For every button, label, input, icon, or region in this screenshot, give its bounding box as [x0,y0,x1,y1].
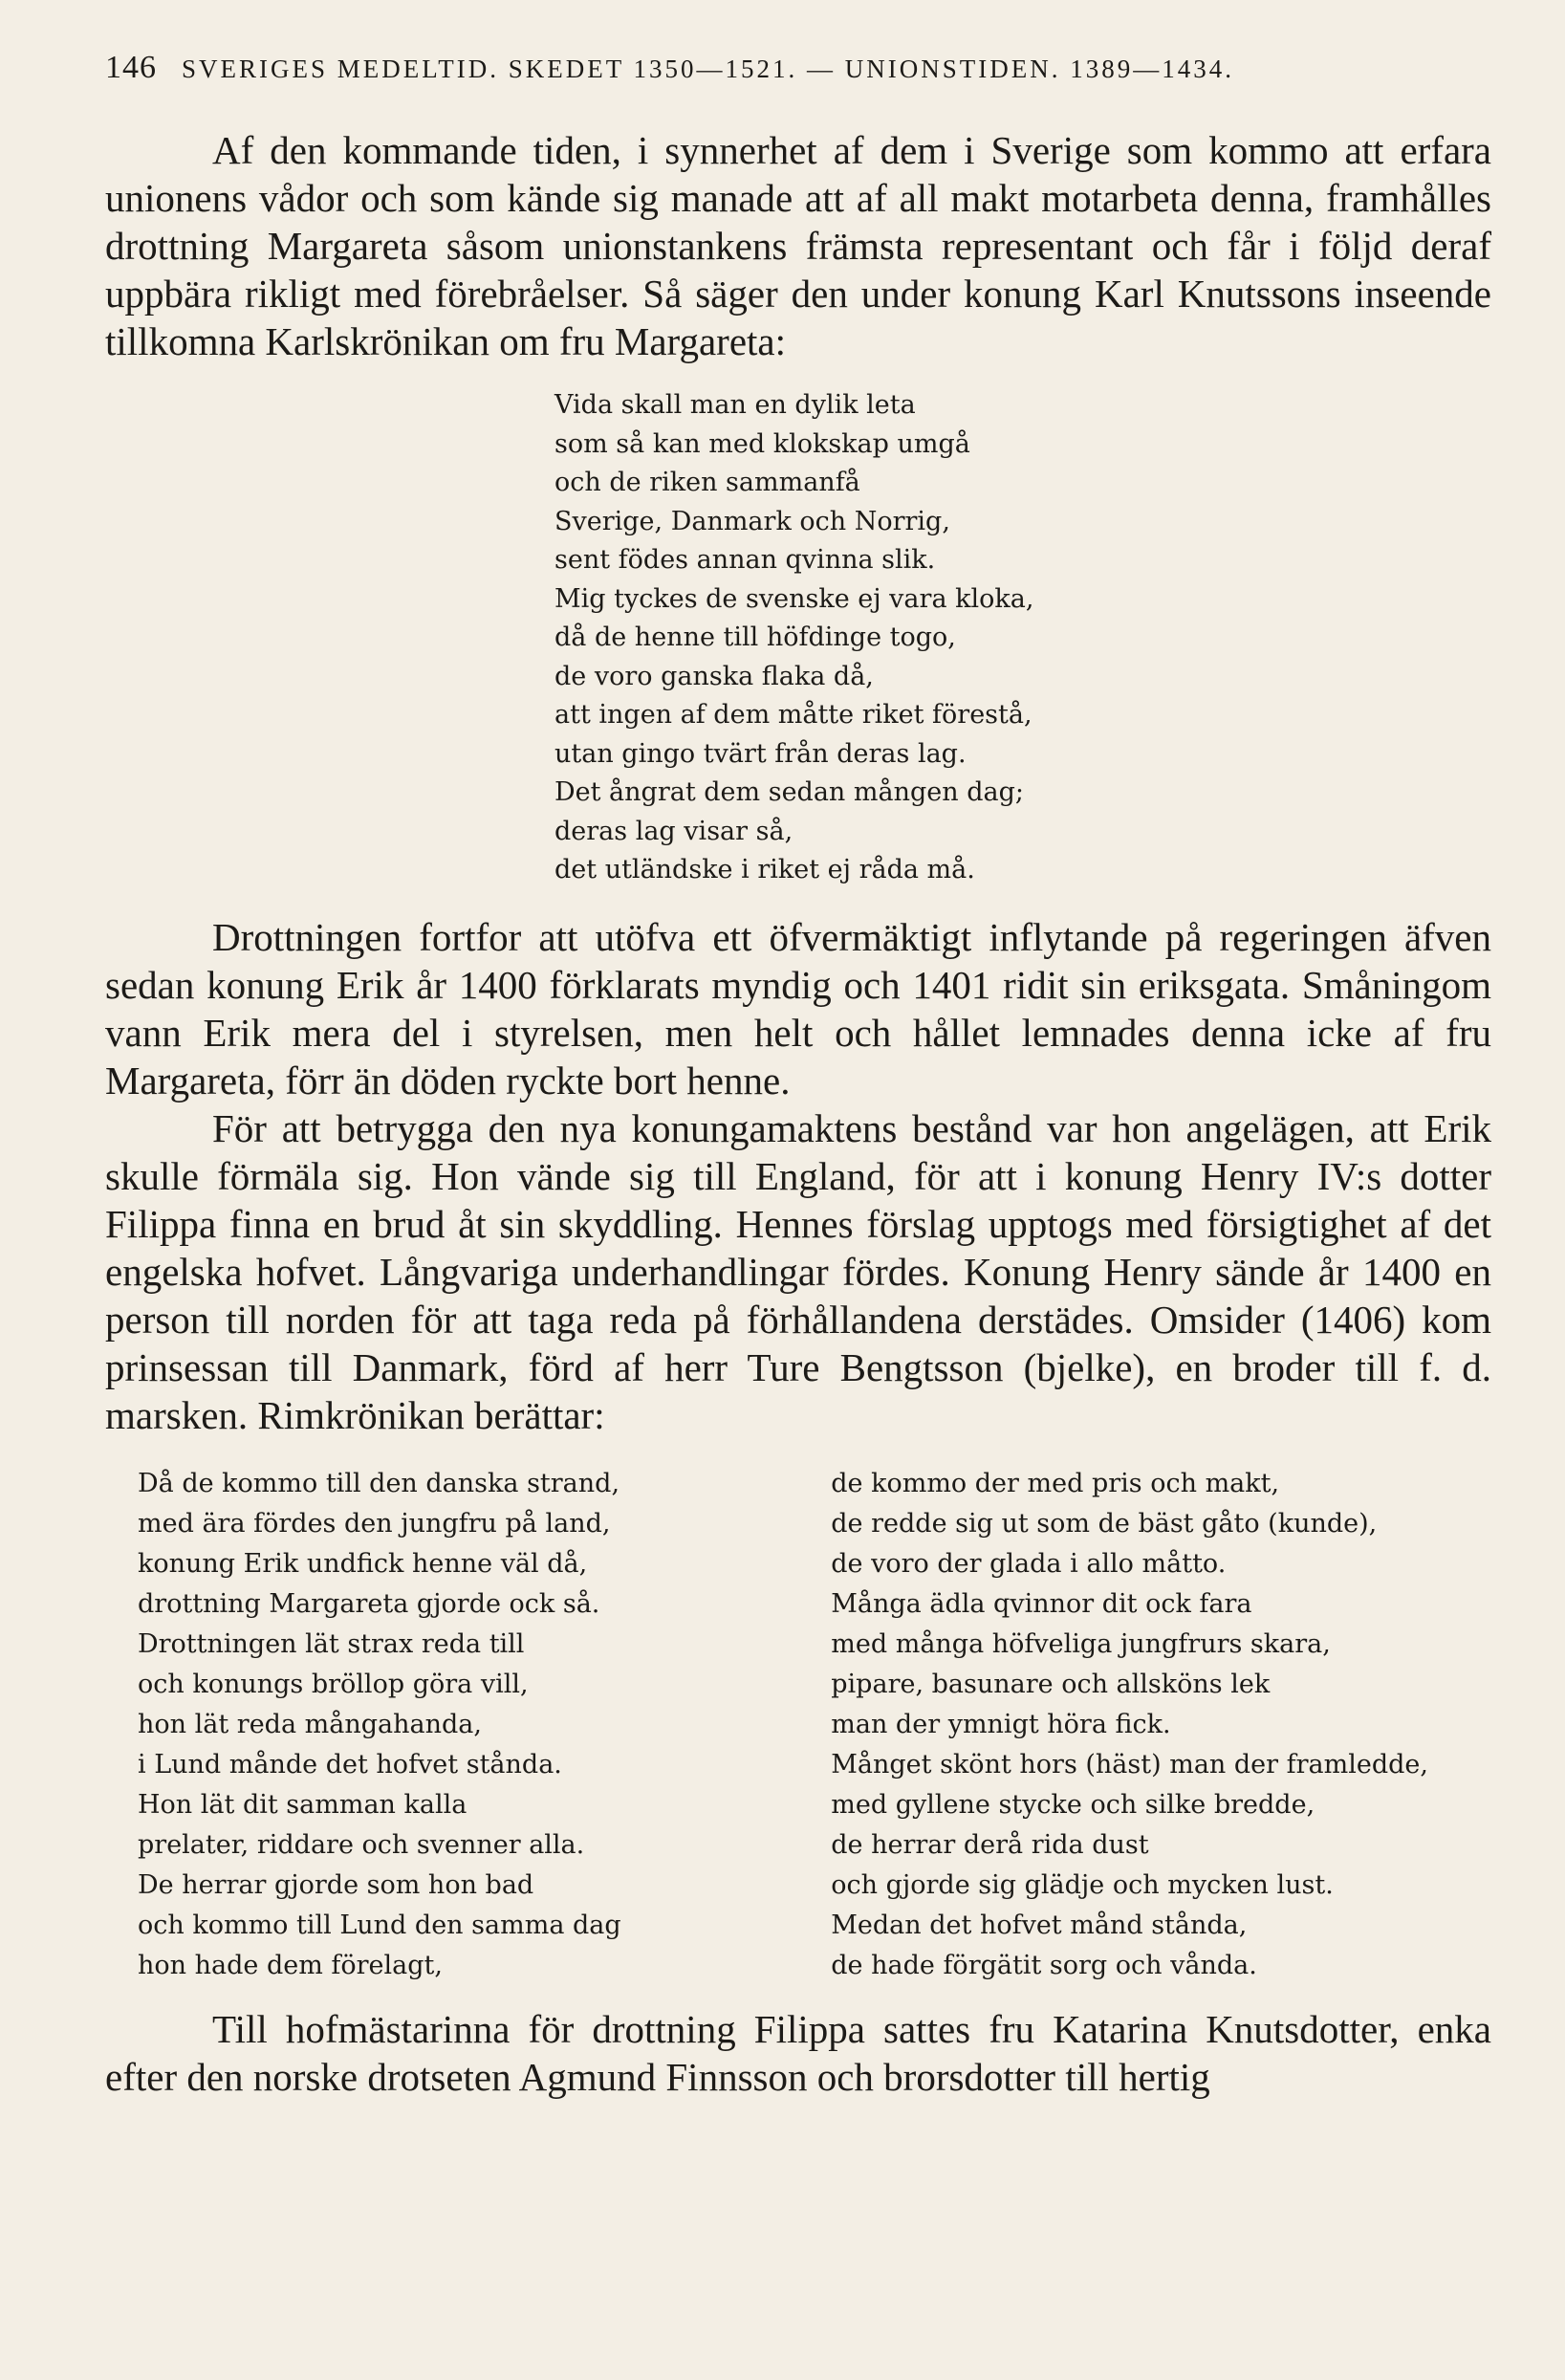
poem-line: hon lät reda mångahanda, [138,1709,482,1739]
poem-line: Drottningen lät strax reda till [138,1628,525,1659]
poem-line: med många höfveliga jungfrurs skara, [831,1628,1331,1659]
poem-line: hon hade dem förelagt, [138,1950,443,1980]
poem-line: prelater, riddare och svenner alla. [138,1829,585,1860]
poem-line: i Lund månde det hofvet stånda. [138,1749,562,1780]
poem-line: som så kan med klokskap umgå [554,428,970,459]
poem-line: och gjorde sig glädje och mycken lust. [831,1869,1334,1900]
poem-line: De herrar gjorde som hon bad [138,1869,534,1900]
poem-line: utan gingo tvärt från deras lag. [554,738,967,769]
poem-line: och konungs bröllop göra vill, [138,1669,529,1699]
poem-column-right [831,1464,1491,1986]
poem-line: deras lag visar så, [554,816,793,846]
poem-line: de redde sig ut som de bäst gåto (kunde), [831,1508,1378,1539]
poem-line: Hon lät dit samman kalla [138,1789,467,1820]
poem-line: sent födes annan qvinna slik. [554,545,936,575]
poem-line: med gyllene stycke och silke bredde, [831,1789,1315,1820]
page-number: 146 [105,50,157,85]
poem-line: med ära fördes den jungfru på land, [138,1508,611,1539]
poem-line: då de henne till höfdinge togo, [554,622,956,652]
poem-line: drottning Margareta gjorde ock så. [138,1588,600,1619]
poem-line: de herrar derå rida dust [831,1829,1149,1860]
rimkronikan-quote [138,1464,1491,1986]
poem-line: Då de kommo till den danska strand, [138,1468,620,1498]
book-page [105,50,1491,2101]
poem-line: de voro der glada i allo måtto. [831,1548,1227,1579]
poem-line: Vida skall man en dylik leta [554,390,916,420]
running-header [105,50,1491,86]
poem-line: de kommo der med pris och makt, [831,1468,1280,1498]
poem-line: Månget skönt hors (häst) man der framledde, [831,1749,1428,1780]
poem-line: Mig tyckes de svenske ej vara kloka, [554,583,1034,614]
poem-line: de voro ganska flaka då, [554,661,874,691]
karlskronikan-quote [554,386,1491,890]
poem-line: Det ångrat dem sedan mången dag; [554,777,1024,807]
paragraph-karlskronikan-intro: Af den kommande tiden, i synnerhet af dem i Sverige som kommo att erfara unionens vådor och som kände sig manade att af all makt motarbeta denna, framhålles drottning Margareta såsom unionstankens främsta representant och får i följd deraf uppbära rikligt med förebråelser. Så säger den under konung Karl Knutssons inseende tillkomna Karlskrönikan om fru Margareta: [105,128,1491,363]
poem-line: det utländske i riket ej råda må. [554,855,975,884]
poem-line: konung Erik undfick henne väl då, [138,1548,588,1579]
running-title: SVERIGES MEDELTID. SKEDET 1350—1521. — UNIONSTIDEN. 1389—1434. [182,55,1234,83]
poem-line: Många ädla qvinnor dit ock fara [831,1588,1252,1619]
paragraph-marriage: För att betrygga den nya konungamaktens bestånd var hon angelägen, att Erik skulle förmäla sig. Hon vände sig till England, för att i konung Henry IV:s dotter Filippa finna en brud åt sin skyddling. Hennes förslag upptogs med försigtighet af det engelska hofvet. Långvariga underhandlingar fördes. Konung Henry sände år 1400 en person till norden för att taga reda på förhållandena derstädes. Omsider (1406) kom prinsessan till Danmark, förd af herr Ture Bengtsson (bjelke), en broder till f. d. marsken. Rimkrönikan berättar: [105,1105,1491,1437]
poem-line: man der ymnigt höra fick. [831,1709,1171,1739]
poem-line: pipare, basunare och allsköns lek [831,1669,1271,1699]
poem-line: och de riken sammanfå [554,468,860,497]
poem-line: de hade förgätit sorg och vånda. [831,1950,1257,1980]
paragraph-regency: Drottningen fortfor att utöfva ett öfvermäktigt inflytande på regeringen äfven sedan konung Erik år 1400 förklarats myndig och 1401 ridit sin eriksgata. Småningom vann Erik mera del i styrelsen, men helt och hållet lemnades denna icke af fru Margareta, förr än döden ryckte bort henne. [105,914,1491,1103]
poem-column-left [138,1464,831,1986]
poem-line: och kommo till Lund den samma dag [138,1910,621,1940]
poem-line: Medan det hofvet månd stånda, [831,1910,1248,1940]
poem-line: att ingen af dem måtte riket förestå, [554,700,1032,730]
paragraph-hofmastarinna: Till hofmästarinna för drottning Filippa sattes fru Katarina Knutsdotter, enka efter den norske drotseten Agmund Finnsson och brorsdotter till hertig [105,2006,1491,2099]
poem-line: Sverige, Danmark och Norrig, [554,506,950,536]
